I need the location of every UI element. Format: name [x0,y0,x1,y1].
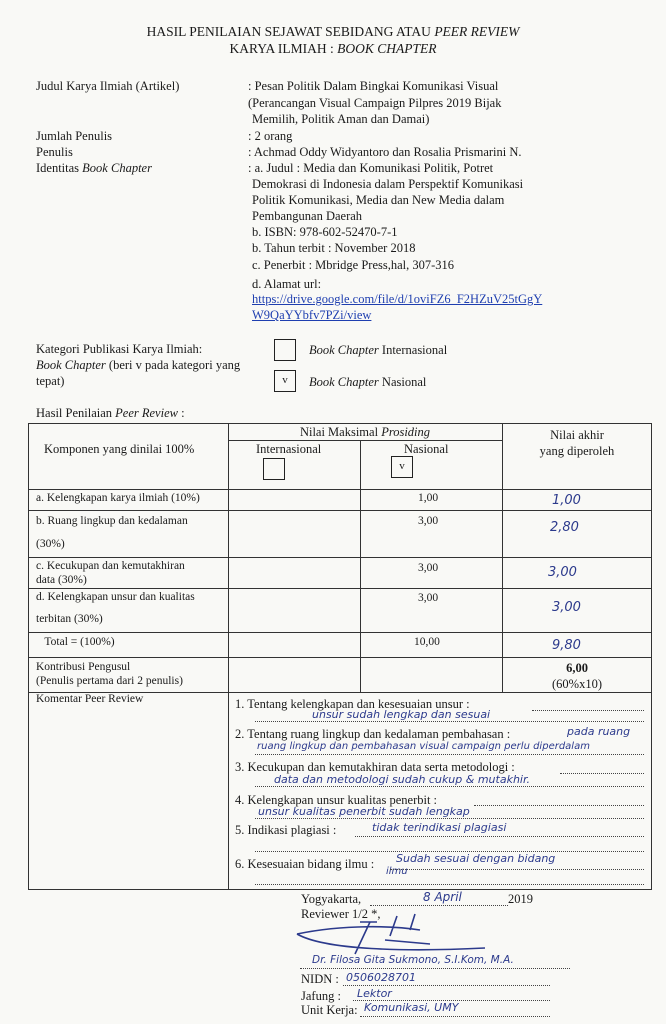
komentar-question: 3. Kecukupan dan kemutakhiran data serta metodologi : [235,760,515,774]
judul-label: Judul Karya Ilmiah (Artikel) [36,79,180,93]
document-subtitle: KARYA ILMIAH : BOOK CHAPTER [229,41,437,56]
penulis-value: : Achmad Oddy Widyantoro dan Rosalia Prismarini N. [248,145,522,159]
row-score: 3,00 [552,600,581,615]
row-label: Total = (100%) [36,636,115,648]
identitas-line: b. Tahun terbit : November 2018 [252,241,416,255]
jafung-label: Jafung : [301,989,341,1003]
header-komponen: Komponen yang dinilai 100% [44,442,195,456]
row-label: a. Kelengkapan karya ilmiah (10%) [36,492,200,504]
judul-line: Memilih, Politik Aman dan Damai) [252,112,430,126]
row-max: 1,00 [418,492,439,504]
reviewer-label: Reviewer 1/2 *, [301,907,381,921]
row-label: (30%) [36,538,65,550]
header-nilai-maksimal: Nilai Maksimal Prosiding [299,425,431,439]
kategori-label: Kategori Publikasi Karya Ilmiah: [36,342,203,356]
row-score: 1,00 [552,493,581,508]
unit-value: Komunikasi, UMY [364,1001,459,1014]
komentar-answer: pada ruang [567,725,631,738]
city-label: Yogyakarta, [301,892,362,906]
hasil-label: Hasil Penilaian Peer Review : [36,406,185,420]
komentar-label: Komentar Peer Review [36,693,144,705]
kontribusi-label: (Penulis pertama dari 2 penulis) [36,675,183,687]
row-score: 2,80 [550,520,579,535]
identitas-line: Demokrasi di Indonesia dalam Perspektif Komunikasi [252,177,524,191]
row-score: 9,80 [552,638,581,653]
identitas-line: Pembangunan Daerah [252,209,363,223]
row-label: c. Kecukupan dan kemutakhiran [36,560,185,572]
komentar-answer: unsur kualitas penerbit sudah lengkap [258,805,470,818]
row-max: 3,00 [418,515,439,527]
kategori-label3: tepat) [36,374,65,388]
penulis-label: Penulis [36,145,73,159]
header-internasional: Internasional [256,442,322,456]
kategori-label2: Book Chapter (beri v pada kategori yang [36,358,241,372]
komentar-answer: unsur sudah lengkap dan sesuai [312,708,491,721]
url-link[interactable]: W9QaYYbfv7PZi/view [252,308,372,322]
row-label: terbitan (30%) [36,613,103,625]
jumlah-value: : 2 orang [248,129,293,143]
judul-line: : Pesan Politik Dalam Bingkai Komunikasi Visual [248,79,499,93]
nidn-label: NIDN : [301,972,339,986]
komentar-answer: ruang lingkup dan pembahasan visual campaign perlu diperdalam [257,741,590,752]
nidn-value: 0506028701 [346,971,416,984]
sign-year: 2019 [508,892,533,906]
jumlah-label: Jumlah Penulis [36,129,113,143]
identitas-line: : a. Judul : Media dan Komunikasi Politik, Potret [248,161,494,175]
identitas-line: d. Alamat url: [252,277,322,291]
komentar-answer: Sudah sesuai dengan bidang [396,852,556,865]
header-nilai-akhir: Nilai akhir [550,428,604,442]
checkbox-nasional[interactable]: v [274,370,296,392]
komentar-answer: data dan metodologi sudah cukup & mutakhir. [274,773,530,786]
komentar-question: 1. Tentang kelengkapan dan kesesuaian unsur : [235,697,470,711]
row-label: data (30%) [36,574,87,586]
komentar-question: 2. Tentang ruang lingkup dan kedalaman pembahasan : [235,727,511,741]
sign-date: 8 April [423,890,462,904]
row-label: d. Kelengkapan unsur dan kualitas [36,591,195,603]
judul-line: (Perancangan Visual Campaign Pilpres 2019 Bijak [248,96,502,110]
option-nasional: Book Chapter Nasional [309,375,427,389]
checkbox-table-nasional[interactable]: v [391,456,413,478]
kontribusi-label: Kontribusi Pengusul [36,661,131,673]
checkbox-internasional[interactable] [274,339,296,361]
document-title: HASIL PENILAIAN SEJAWAT SEBIDANG ATAU PEER REVIEW [146,24,520,39]
identitas-line: c. Penerbit : Mbridge Press,hal, 307-316 [252,258,455,272]
kontribusi-formula: (60%x10) [552,677,602,691]
url-link[interactable]: https://drive.google.com/file/d/1oviFZ6_F2HZuV25tGgY [252,292,543,306]
komentar-answer: ilmu [386,866,408,877]
identitas-label: Identitas Book Chapter [36,161,152,175]
row-max: 3,00 [418,592,439,604]
identitas-line: b. ISBN: 978-602-52470-7-1 [252,225,398,239]
row-score: 3,00 [548,565,577,580]
komentar-question: 5. Indikasi plagiasi : [235,823,337,837]
reviewer-name: Dr. Filosa Gita Sukmono, S.I.Kom, M.A. [312,954,514,966]
row-max: 3,00 [418,562,439,574]
signature-icon [285,910,485,960]
row-max: 10,00 [414,636,440,648]
jafung-value: Lektor [357,987,392,1000]
komentar-question: 4. Kelengkapan unsur kualitas penerbit : [235,793,438,807]
komentar-question: 6. Kesesuaian bidang ilmu : [235,857,375,871]
unit-label: Unit Kerja: [301,1003,358,1017]
kontribusi-value: 6,00 [566,661,588,675]
komentar-answer: tidak terindikasi plagiasi [372,821,507,834]
header-nasional: Nasional [404,442,449,456]
identitas-line: Politik Komunikasi, Media dan New Media dalam [252,193,505,207]
checkbox-table-internasional[interactable] [263,458,285,480]
option-internasional: Book Chapter Internasional [309,343,448,357]
row-label: b. Ruang lingkup dan kedalaman [36,515,188,527]
header-nilai-akhir: yang diperoleh [539,444,615,458]
